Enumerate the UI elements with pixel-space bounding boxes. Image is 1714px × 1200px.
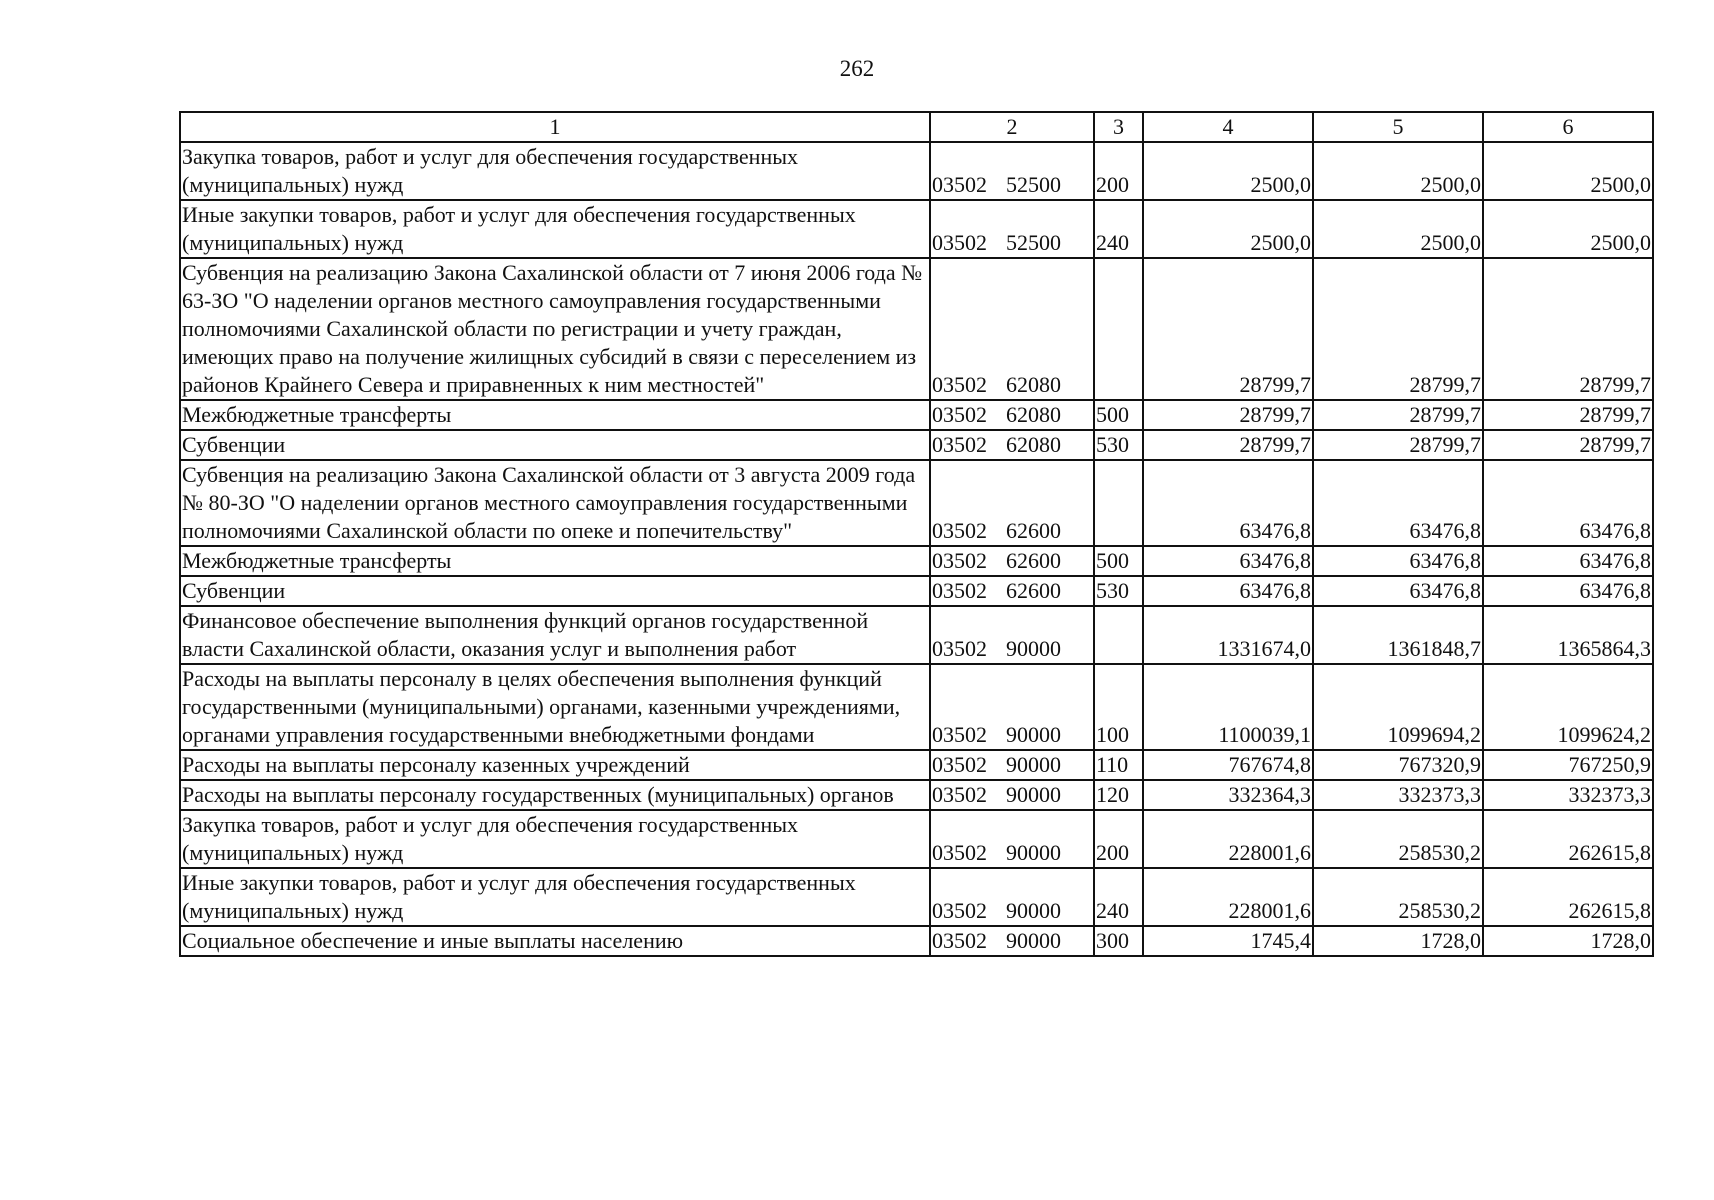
program-code: 03502: [932, 372, 987, 397]
amount-col-4: 228001,6: [1143, 810, 1313, 868]
amount-col-4: 28799,7: [1143, 430, 1313, 460]
amount-col-4: 28799,7: [1143, 400, 1313, 430]
direction-code: 90000: [1006, 898, 1061, 923]
amount-col-5: 63476,8: [1313, 576, 1483, 606]
column-header: 5: [1313, 112, 1483, 142]
row-name: Субвенция на реализацию Закона Сахалинской области от 3 августа 2009 года № 80-ЗО "О наделении органов местного самоуправления государственными полномочиями Сахалинской области по опеке и попечительству": [180, 460, 930, 546]
row-name: Субвенции: [180, 430, 930, 460]
row-name: Расходы на выплаты персоналу государственных (муниципальных) органов: [180, 780, 930, 810]
target-code-cell: [930, 460, 1094, 546]
amount-col-5: 1728,0: [1313, 926, 1483, 956]
column-header: 3: [1094, 112, 1143, 142]
target-code-cell: [930, 546, 1094, 576]
program-code: 03502: [932, 548, 987, 573]
amount-col-6: 1099624,2: [1483, 664, 1653, 750]
table-row: [180, 258, 1653, 400]
amount-col-4: 1100039,1: [1143, 664, 1313, 750]
amount-col-4: 63476,8: [1143, 546, 1313, 576]
expense-type-code: 530: [1094, 430, 1143, 460]
amount-col-6: 63476,8: [1483, 460, 1653, 546]
program-code: 03502: [932, 432, 987, 457]
expense-type-code: 100: [1094, 664, 1143, 750]
target-code-cell: [930, 430, 1094, 460]
expense-type-code: 200: [1094, 142, 1143, 200]
amount-col-5: 28799,7: [1313, 430, 1483, 460]
expense-type-code: 530: [1094, 576, 1143, 606]
amount-col-6: 2500,0: [1483, 142, 1653, 200]
page-number: 262: [839, 56, 875, 81]
direction-code: 62080: [1006, 432, 1061, 457]
target-code-cell: [930, 750, 1094, 780]
expense-type-code: 500: [1094, 546, 1143, 576]
program-code: 03502: [932, 518, 987, 543]
row-name: Закупка товаров, работ и услуг для обеспечения государственных (муниципальных) нужд: [180, 142, 930, 200]
target-code-cell: [930, 400, 1094, 430]
amount-col-4: 228001,6: [1143, 868, 1313, 926]
target-code-cell: [930, 926, 1094, 956]
row-name: Расходы на выплаты персоналу казенных учреждений: [180, 750, 930, 780]
amount-col-5: 332373,3: [1313, 780, 1483, 810]
amount-col-5: 1361848,7: [1313, 606, 1483, 664]
amount-col-5: 63476,8: [1313, 546, 1483, 576]
table-row: [180, 750, 1653, 780]
amount-col-5: 63476,8: [1313, 460, 1483, 546]
program-code: 03502: [932, 840, 987, 865]
direction-code: 52500: [1006, 172, 1061, 197]
expense-type-code: 110: [1094, 750, 1143, 780]
direction-code: 90000: [1006, 928, 1061, 953]
header-row: [180, 112, 1653, 142]
column-header: 2: [930, 112, 1094, 142]
amount-col-6: 767250,9: [1483, 750, 1653, 780]
target-code-cell: [930, 606, 1094, 664]
target-code-cell: [930, 200, 1094, 258]
program-code: 03502: [932, 898, 987, 923]
amount-col-5: 28799,7: [1313, 400, 1483, 430]
table-row: [180, 400, 1653, 430]
expense-type-code: 240: [1094, 868, 1143, 926]
amount-col-4: 2500,0: [1143, 142, 1313, 200]
row-name: Субвенция на реализацию Закона Сахалинской области от 7 июня 2006 года № 63-ЗО "О наделении органов местного самоуправления государственными полномочиями Сахалинской области по регистрации и учету граждан, имеющих право на получение жилищных субсидий в связи с переселением из районов Крайнего Севера и приравненных к ним местностей": [180, 258, 930, 400]
expense-type-code: [1094, 606, 1143, 664]
amount-col-5: 1099694,2: [1313, 664, 1483, 750]
row-name: Финансовое обеспечение выполнения функций органов государственной власти Сахалинской области, оказания услуг и выполнения работ: [180, 606, 930, 664]
column-header: 6: [1483, 112, 1653, 142]
target-code-cell: [930, 868, 1094, 926]
column-header: 4: [1143, 112, 1313, 142]
table-row: [180, 868, 1653, 926]
target-code-cell: [930, 258, 1094, 400]
amount-col-6: 262615,8: [1483, 810, 1653, 868]
table-row: [180, 810, 1653, 868]
table-row: [180, 780, 1653, 810]
row-name: Иные закупки товаров, работ и услуг для обеспечения государственных (муниципальных) нужд: [180, 868, 930, 926]
program-code: 03502: [932, 928, 987, 953]
amount-col-6: 28799,7: [1483, 430, 1653, 460]
direction-code: 90000: [1006, 722, 1061, 747]
expense-type-code: 500: [1094, 400, 1143, 430]
program-code: 03502: [932, 402, 987, 427]
expense-type-code: 240: [1094, 200, 1143, 258]
program-code: 03502: [932, 578, 987, 603]
amount-col-4: 2500,0: [1143, 200, 1313, 258]
table-row: [180, 576, 1653, 606]
direction-code: 62600: [1006, 578, 1061, 603]
amount-col-5: 258530,2: [1313, 868, 1483, 926]
target-code-cell: [930, 142, 1094, 200]
direction-code: 90000: [1006, 752, 1061, 777]
table-row: [180, 200, 1653, 258]
direction-code: 62080: [1006, 372, 1061, 397]
amount-col-6: 63476,8: [1483, 576, 1653, 606]
expense-type-code: 120: [1094, 780, 1143, 810]
target-code-cell: [930, 576, 1094, 606]
target-code-cell: [930, 780, 1094, 810]
table-row: [180, 546, 1653, 576]
amount-col-4: 1745,4: [1143, 926, 1313, 956]
amount-col-5: 258530,2: [1313, 810, 1483, 868]
amount-col-6: 63476,8: [1483, 546, 1653, 576]
amount-col-6: 28799,7: [1483, 400, 1653, 430]
amount-col-5: 2500,0: [1313, 200, 1483, 258]
expense-type-code: [1094, 258, 1143, 400]
amount-col-4: 332364,3: [1143, 780, 1313, 810]
table-row: [180, 430, 1653, 460]
amount-col-5: 767320,9: [1313, 750, 1483, 780]
program-code: 03502: [932, 230, 987, 255]
row-name: Межбюджетные трансферты: [180, 546, 930, 576]
table-row: [180, 460, 1653, 546]
direction-code: 62600: [1006, 548, 1061, 573]
direction-code: 90000: [1006, 840, 1061, 865]
amount-col-4: 28799,7: [1143, 258, 1313, 400]
amount-col-5: 2500,0: [1313, 142, 1483, 200]
table-row: [180, 142, 1653, 200]
expense-type-code: [1094, 460, 1143, 546]
amount-col-6: 262615,8: [1483, 868, 1653, 926]
expense-type-code: 200: [1094, 810, 1143, 868]
program-code: 03502: [932, 752, 987, 777]
amount-col-4: 1331674,0: [1143, 606, 1313, 664]
program-code: 03502: [932, 722, 987, 747]
target-code-cell: [930, 810, 1094, 868]
program-code: 03502: [932, 782, 987, 807]
program-code: 03502: [932, 636, 987, 661]
row-name: Субвенции: [180, 576, 930, 606]
amount-col-6: 2500,0: [1483, 200, 1653, 258]
row-name: Расходы на выплаты персоналу в целях обеспечения выполнения функций государственными (муниципальными) органами, казенными учреждениями, органами управления государственными внебюджетными фондами: [180, 664, 930, 750]
table-row: [180, 664, 1653, 750]
amount-col-4: 63476,8: [1143, 460, 1313, 546]
program-code: 03502: [932, 172, 987, 197]
direction-code: 62080: [1006, 402, 1061, 427]
row-name: Межбюджетные трансферты: [180, 400, 930, 430]
direction-code: 90000: [1006, 782, 1061, 807]
table-row: [180, 926, 1653, 956]
row-name: Закупка товаров, работ и услуг для обеспечения государственных (муниципальных) нужд: [180, 810, 930, 868]
amount-col-6: 1365864,3: [1483, 606, 1653, 664]
budget-table: [179, 111, 1654, 957]
amount-col-4: 63476,8: [1143, 576, 1313, 606]
direction-code: 62600: [1006, 518, 1061, 543]
amount-col-6: 332373,3: [1483, 780, 1653, 810]
row-name: Иные закупки товаров, работ и услуг для обеспечения государственных (муниципальных) нужд: [180, 200, 930, 258]
amount-col-4: 767674,8: [1143, 750, 1313, 780]
target-code-cell: [930, 664, 1094, 750]
table-row: [180, 606, 1653, 664]
amount-col-5: 28799,7: [1313, 258, 1483, 400]
amount-col-6: 1728,0: [1483, 926, 1653, 956]
amount-col-6: 28799,7: [1483, 258, 1653, 400]
row-name: Социальное обеспечение и иные выплаты населению: [180, 926, 930, 956]
direction-code: 52500: [1006, 230, 1061, 255]
column-header: 1: [180, 112, 930, 142]
direction-code: 90000: [1006, 636, 1061, 661]
expense-type-code: 300: [1094, 926, 1143, 956]
